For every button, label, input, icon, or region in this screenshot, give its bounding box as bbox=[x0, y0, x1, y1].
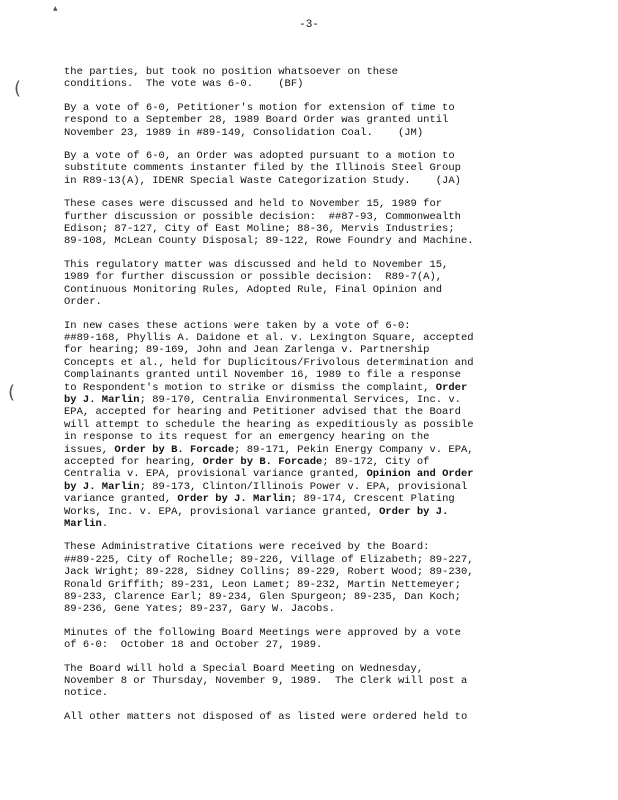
text-line bbox=[64, 566, 544, 578]
text-line bbox=[64, 444, 544, 456]
text-line bbox=[64, 175, 544, 187]
document-body bbox=[64, 66, 544, 734]
text-segment: accepted for hearing, bbox=[64, 455, 203, 468]
text-line bbox=[64, 554, 544, 566]
text-line bbox=[64, 711, 544, 723]
text-line bbox=[64, 639, 544, 651]
text-segment: ; 89-170, Centralia Environmental Services, Inc. v. bbox=[139, 393, 461, 406]
page-number: -3- bbox=[299, 19, 319, 31]
text-line bbox=[64, 394, 544, 406]
text-line bbox=[64, 284, 544, 296]
scan-margin-mark: ▲ bbox=[53, 5, 58, 12]
text-segment: substitute comments instanter filed by the Illinois Steel Group bbox=[64, 162, 461, 175]
bold-text: by J. Marlin bbox=[64, 480, 140, 493]
text-segment: issues, bbox=[64, 443, 115, 456]
text-segment: 89-108, McLean County Disposal; 89-122, Rowe Foundry and Machine. bbox=[64, 235, 474, 248]
text-line bbox=[64, 687, 544, 699]
paragraph bbox=[64, 259, 544, 309]
paragraph bbox=[64, 102, 544, 139]
text-segment: Edison; 87-127, City of East Moline; 88-36, Mervis Industries; bbox=[64, 223, 455, 236]
paragraph bbox=[64, 541, 544, 615]
text-line bbox=[64, 591, 544, 603]
text-segment: 1989 for further discussion or possible decision: R89-7(A), bbox=[64, 271, 443, 284]
text-line bbox=[64, 102, 544, 114]
text-segment: Order. bbox=[64, 296, 102, 309]
text-segment: November 8 or Thursday, November 9, 1989. The Clerk will post a bbox=[64, 675, 468, 688]
scan-margin-mark: ( bbox=[8, 382, 16, 403]
paragraph bbox=[64, 663, 544, 700]
text-segment: Jack Wright; 89-228, Sidney Collins; 89-229, Robert Wood; 89-230, bbox=[64, 566, 474, 579]
text-segment: ; 89-173, Clinton/Illinois Power v. EPA, provisional bbox=[139, 480, 468, 493]
paragraph bbox=[64, 150, 544, 187]
bold-text: Order bbox=[435, 381, 468, 394]
text-segment: the parties, but took no position whatsoever on these bbox=[64, 66, 398, 78]
text-line bbox=[64, 579, 544, 591]
paragraph bbox=[64, 627, 544, 652]
text-line bbox=[64, 406, 544, 418]
text-segment: will attempt to schedule the hearing as expeditiously as possible bbox=[64, 418, 474, 431]
paragraph bbox=[64, 320, 544, 531]
text-line bbox=[64, 150, 544, 162]
text-line bbox=[64, 127, 544, 139]
text-line bbox=[64, 296, 544, 308]
text-line bbox=[64, 518, 544, 530]
text-line bbox=[64, 431, 544, 443]
text-segment: Continuous Monitoring Rules, Adopted Rule, Final Opinion and bbox=[64, 283, 443, 296]
text-line bbox=[64, 627, 544, 639]
text-line bbox=[64, 603, 544, 615]
text-line bbox=[64, 382, 544, 394]
text-segment: to Respondent's motion to strike or dismiss the complaint, bbox=[64, 381, 436, 394]
text-segment: November 23, 1989 in #89-149, Consolidation Coal. (JM) bbox=[64, 126, 424, 139]
text-segment: Minutes of the following Board Meetings were approved by a vote bbox=[64, 626, 461, 639]
text-line bbox=[64, 468, 544, 480]
text-segment: variance granted, bbox=[64, 493, 178, 506]
text-line bbox=[64, 419, 544, 431]
text-segment: EPA, accepted for hearing and Petitioner advised that the Board bbox=[64, 406, 461, 419]
text-segment: in response to its request for an emergency hearing on the bbox=[64, 431, 430, 444]
text-line bbox=[64, 78, 544, 90]
scan-margin-mark: ( bbox=[14, 78, 22, 99]
text-line bbox=[64, 223, 544, 235]
bold-text: Order by B. Forcade bbox=[114, 443, 235, 456]
text-line bbox=[64, 481, 544, 493]
text-segment: further discussion or possible decision: ##87-93, Commonwealth bbox=[64, 210, 461, 223]
text-segment: In new cases these actions were taken by a vote of 6-0: bbox=[64, 319, 411, 332]
paragraph bbox=[64, 66, 544, 91]
text-segment: Works, Inc. v. EPA, provisional variance granted, bbox=[64, 505, 380, 518]
text-segment: in R89-13(A), IDENR Special Waste Categorization Study. (JA) bbox=[64, 174, 461, 187]
text-line bbox=[64, 114, 544, 126]
bold-text: Marlin bbox=[64, 518, 102, 530]
text-line bbox=[64, 506, 544, 518]
text-line bbox=[64, 357, 544, 369]
text-line bbox=[64, 235, 544, 247]
text-segment: The Board will hold a Special Board Meeting on Wednesday, bbox=[64, 662, 424, 675]
text-line bbox=[64, 344, 544, 356]
bold-text: Opinion and Order bbox=[366, 468, 474, 481]
text-line bbox=[64, 493, 544, 505]
text-line bbox=[64, 320, 544, 332]
text-line bbox=[64, 198, 544, 210]
text-segment: ##89-225, City of Rochelle; 89-226, Village of Elizabeth; 89-227, bbox=[64, 553, 474, 566]
text-segment: This regulatory matter was discussed and held to November 15, bbox=[64, 258, 449, 271]
text-line bbox=[64, 66, 544, 78]
bold-text: Order by B. Forcade bbox=[202, 455, 323, 468]
text-line bbox=[64, 332, 544, 344]
text-line bbox=[64, 369, 544, 381]
text-segment: of 6-0: October 18 and October 27, 1989. bbox=[64, 639, 323, 652]
text-segment: 89-233, Clarence Earl; 89-234, Glen Spurgeon; 89-235, Dan Koch; bbox=[64, 591, 461, 604]
text-line bbox=[64, 663, 544, 675]
text-segment: All other matters not disposed of as listed were ordered held to bbox=[64, 710, 468, 723]
text-segment: By a vote of 6-0, Petitioner's motion for extension of time to bbox=[64, 101, 455, 114]
text-segment: 89-236, Gene Yates; 89-237, Gary W. Jacobs. bbox=[64, 603, 335, 616]
bold-text: by J. Marlin bbox=[64, 393, 140, 406]
text-segment: for hearing; 89-169, John and Jean Zarlenga v. Partnership bbox=[64, 344, 430, 357]
text-segment: ; 89-172, City of bbox=[322, 455, 430, 468]
paragraph bbox=[64, 711, 544, 723]
text-line bbox=[64, 456, 544, 468]
text-segment: Complainants granted until November 16, 1989 to file a response bbox=[64, 369, 461, 382]
text-segment: Centralia v. EPA, provisional variance granted, bbox=[64, 468, 367, 481]
text-segment: By a vote of 6-0, an Order was adopted pursuant to a motion to bbox=[64, 150, 455, 163]
text-segment: These cases were discussed and held to November 15, 1989 for bbox=[64, 198, 443, 211]
bold-text: Order by J. bbox=[379, 505, 449, 518]
text-segment: ##89-168, Phyllis A. Daidone et al. v. Lexington Square, accepted bbox=[64, 331, 474, 344]
text-segment: respond to a September 28, 1989 Board Order was granted until bbox=[64, 114, 449, 127]
text-line bbox=[64, 271, 544, 283]
text-line bbox=[64, 259, 544, 271]
text-line bbox=[64, 162, 544, 174]
text-segment: ; 89-174, Crescent Plating bbox=[290, 493, 455, 506]
bold-text: Order by J. Marlin bbox=[177, 493, 291, 506]
text-segment: These Administrative Citations were received by the Board: bbox=[64, 541, 430, 554]
text-segment: Concepts et al., held for Duplicitous/Frivolous determination and bbox=[64, 356, 474, 369]
paragraph bbox=[64, 198, 544, 248]
text-segment: ; 89-171, Pekin Energy Company v. EPA, bbox=[234, 443, 474, 456]
text-segment: Ronald Griffith; 89-231, Leon Lamet; 89-232, Martin Nettemeyer; bbox=[64, 578, 461, 591]
text-line bbox=[64, 675, 544, 687]
text-line bbox=[64, 541, 544, 553]
text-line bbox=[64, 211, 544, 223]
text-segment: . bbox=[101, 518, 109, 530]
text-segment: notice. bbox=[64, 687, 109, 700]
text-segment: conditions. The vote was 6-0. (BF) bbox=[64, 78, 304, 91]
